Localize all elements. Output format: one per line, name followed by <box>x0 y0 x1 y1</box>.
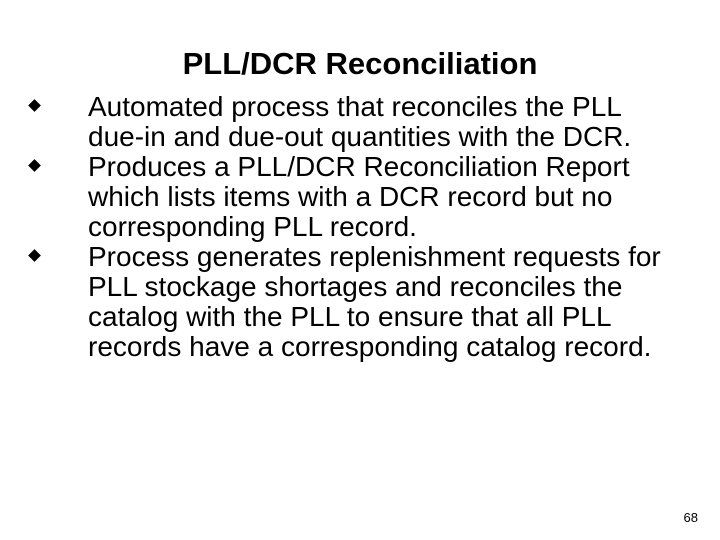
bullet-item <box>30 152 680 242</box>
page-number: 68 <box>683 510 698 525</box>
bullet-text: Produces a PLL/DCR Reconciliation Report which lists items with a DCR record but no corresponding PLL record. <box>88 151 630 242</box>
bullet-item <box>30 92 680 152</box>
diamond-bullet-icon <box>28 249 41 262</box>
diamond-bullet-icon <box>28 159 41 172</box>
bullet-item <box>30 242 680 362</box>
bullet-text: Automated process that reconciles the PLL due-in and due-out quantities with the DCR. <box>88 91 632 152</box>
bullet-text: Process generates replenishment requests for PLL stockage shortages and reconciles the catalog with the PLL to ensure that all PLL records have a corresponding catalog record. <box>88 241 661 362</box>
slide-title: PLL/DCR Reconciliation <box>182 46 538 81</box>
diamond-bullet-icon <box>28 99 41 112</box>
bullet-list <box>30 92 680 362</box>
